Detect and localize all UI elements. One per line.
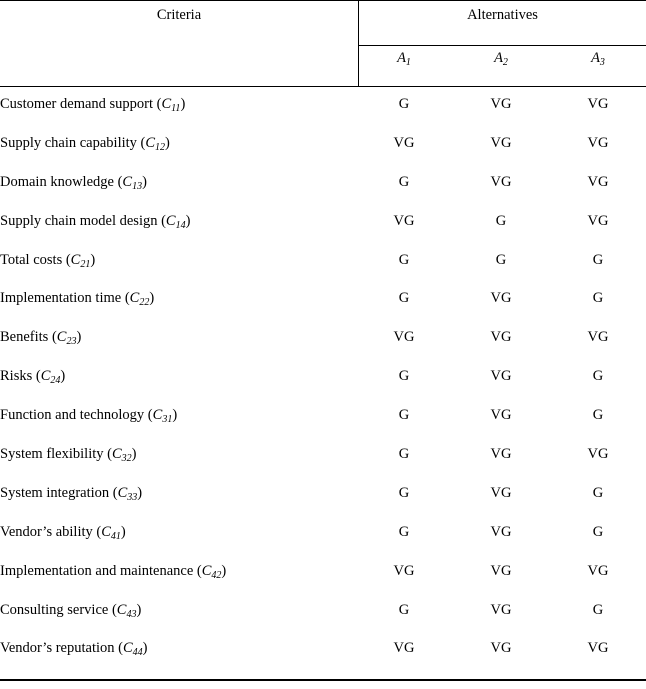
criterion-code: C [145,134,156,151]
rating-cell-a2: G [495,212,507,229]
criterion-code: C [101,523,111,540]
rating-cell-a2: VG [490,601,512,618]
criteria-header: Criteria [156,7,202,23]
rating-cell-a3: G [592,601,604,618]
criterion-close-paren: ) [180,96,186,112]
rating-cell-a1: VG [393,562,415,579]
criterion-code: C [161,96,172,112]
alternative-a3-header: $A_3$ [591,50,605,68]
criterion-code-subscript: 14 [175,219,186,231]
rating-cell-a2: VG [490,329,512,346]
criterion-name [0,252,95,269]
criterion-label: Domain knowledge ( [0,173,123,190]
criterion-code: C [122,640,133,657]
rating-cell-a3: G [592,484,604,501]
rating-cell-a2: VG [490,640,512,657]
rating-cell-a1: VG [393,640,415,657]
criterion-name [0,213,190,230]
criterion-label: Implementation time ( [0,290,130,307]
criterion-close-paren: ) [142,640,148,657]
rating-cell-a3: VG [587,640,609,657]
table-row [0,397,646,436]
criterion-code-subscript: 43 [126,608,137,620]
rating-cell-a3: VG [587,562,609,579]
criterion-name [0,407,177,424]
criterion-close-paren: ) [142,173,147,190]
table-row [0,203,646,242]
criterion-code: C [111,446,122,463]
rating-cell-a2: VG [490,562,512,579]
criterion-name [0,368,65,385]
rating-cell-a1: G [398,446,410,463]
criterion-code: C [70,251,81,268]
criterion-close-paren: ) [221,562,227,579]
rating-cell-a3: G [592,523,604,540]
table-body [0,86,646,669]
criterion-close-paren: ) [137,484,143,501]
rating-cell-a1: VG [393,329,415,346]
criterion-code-subscript: 11 [171,103,181,114]
rating-cell-a1: G [398,407,410,424]
alternatives-header: Alternatives [467,7,538,23]
rating-cell-a2: VG [490,407,512,424]
criterion-code: C [117,484,128,501]
criterion-close-paren: ) [149,290,155,307]
criterion-label: Consulting service ( [0,601,117,618]
alternative-a1-header: $A_1$ [397,50,411,68]
criterion-name [0,329,81,346]
rating-cell-a1: G [398,368,410,385]
criterion-close-paren: ) [60,368,66,385]
criterion-name [0,446,136,463]
rating-cell-a2: VG [490,173,512,190]
criterion-code-subscript: 42 [211,569,222,581]
table-row [0,514,646,553]
criterion-name [0,485,142,502]
criterion-label: Implementation and maintenance ( [0,562,202,579]
rating-cell-a3: VG [587,212,609,229]
criterion-code-subscript: 21 [80,258,91,270]
rating-cell-a3: VG [587,329,609,346]
rating-cell-a3: G [592,251,604,268]
criterion-code: C [56,329,67,346]
alternatives-subrule [359,45,646,46]
criterion-close-paren: ) [76,329,82,346]
table-row [0,164,646,203]
criterion-close-paren: ) [185,212,191,229]
criterion-close-paren: ) [165,134,170,151]
table-row [0,553,646,592]
criterion-close-paren: ) [172,407,178,424]
criterion-label: Function and technology ( [0,407,153,424]
table-row [0,125,646,164]
criterion-code: C [201,562,212,579]
rating-cell-a3: G [592,407,604,424]
criterion-code: C [116,601,127,618]
criterion-name [0,290,154,307]
rating-cell-a2: VG [490,484,512,501]
criterion-label: Benefits ( [0,329,57,346]
rating-cell-a1: VG [393,212,415,229]
criterion-code-subscript: 23 [66,336,77,348]
criterion-name [0,174,147,191]
criterion-label: Supply chain model design ( [0,212,166,229]
rating-cell-a1: G [398,601,410,618]
criterion-name [0,135,170,152]
rating-cell-a2: VG [490,290,512,307]
criterion-close-paren: ) [136,601,142,618]
criterion-name [0,96,185,113]
table-row [0,475,646,514]
rating-cell-a3: VG [587,173,609,190]
criterion-label: Vendor’s ability ( [0,523,102,540]
criterion-label: Supply chain capability ( [0,134,146,151]
criterion-label: Risks ( [0,368,41,385]
rating-cell-a3: VG [587,446,609,463]
criterion-code-subscript: 22 [139,297,150,309]
rating-cell-a2: VG [490,368,512,385]
rating-cell-a2: VG [490,96,512,112]
criterion-code: C [40,368,51,385]
criterion-name [0,640,147,657]
criterion-label: Customer demand support ( [0,96,162,112]
top-rule [0,0,646,1]
rating-cell-a3: G [592,290,604,307]
bottom-rule [0,679,646,681]
criterion-name [0,524,126,541]
rating-cell-a2: G [495,251,507,268]
criterion-close-paren: ) [131,446,137,463]
rating-cell-a1: G [398,173,410,190]
table-row [0,86,646,125]
rating-cell-a2: VG [490,134,512,151]
table-row [0,358,646,397]
criterion-label: System flexibility ( [0,446,112,463]
criterion-name [0,602,141,619]
rating-cell-a3: VG [587,96,609,112]
criterion-code: C [152,407,163,424]
alternative-a2-header: $A_2$ [494,50,508,68]
criterion-close-paren: ) [90,251,96,268]
criterion-code: C [129,290,140,307]
rating-cell-a2: VG [490,523,512,540]
criterion-code: C [122,173,133,190]
criterion-code-subscript: 33 [127,491,138,503]
criterion-code-subscript: 44 [132,647,143,659]
table-row [0,242,646,281]
rating-cell-a3: VG [587,134,609,151]
criterion-code-subscript: 32 [121,453,132,465]
rating-cell-a1: G [398,96,410,112]
table-row [0,436,646,475]
criterion-code-subscript: 41 [110,530,121,542]
criterion-code: C [165,212,176,229]
criterion-label: Total costs ( [0,251,71,268]
rating-cell-a1: G [398,523,410,540]
criterion-label: Vendor’s reputation ( [0,640,123,657]
table-row [0,630,646,669]
table-row [0,280,646,319]
criterion-label: System integration ( [0,484,118,501]
criterion-code-subscript: 13 [132,180,143,192]
table-row [0,592,646,631]
table-row [0,319,646,358]
rating-cell-a1: G [398,484,410,501]
criterion-close-paren: ) [120,523,126,540]
rating-cell-a1: G [398,251,410,268]
criterion-code-subscript: 31 [162,414,173,426]
rating-cell-a2: VG [490,446,512,463]
criterion-code-subscript: 24 [50,375,61,387]
rating-cell-a1: G [398,290,410,307]
rating-cell-a3: G [592,368,604,385]
criterion-code-subscript: 12 [155,141,166,153]
criterion-name [0,563,226,580]
rating-cell-a1: VG [393,134,415,151]
